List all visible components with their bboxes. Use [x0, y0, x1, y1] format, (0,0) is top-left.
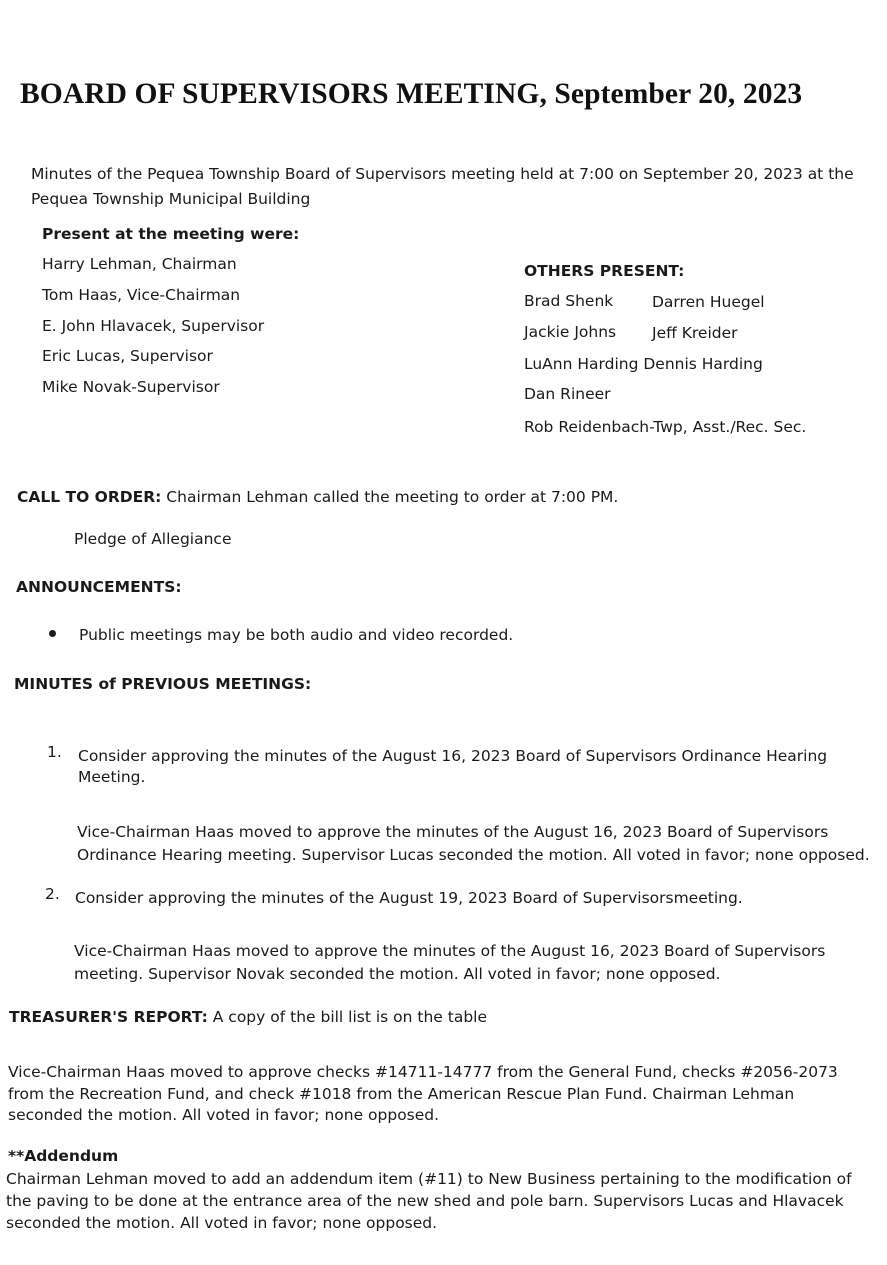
minutes-item-1-cont: Meeting.	[78, 768, 146, 786]
bullet-icon	[49, 630, 56, 637]
present-member: Tom Haas, Vice-Chairman	[42, 286, 241, 304]
announcements-heading: ANNOUNCEMENTS:	[16, 578, 182, 596]
treasurer-label: TREASURER'S REPORT:	[9, 1008, 208, 1026]
others-member: LuAnn Harding Dennis Harding	[524, 355, 763, 373]
treasurer-motion-cont: seconded the motion. All voted in favor; none opposed.	[8, 1106, 440, 1124]
others-heading: OTHERS PRESENT:	[524, 262, 685, 280]
addendum-text-cont: the paving to be done at the entrance area of the new shed and pole barn. Supervisors Lucas and Hlavacek	[6, 1192, 844, 1210]
treasurer-motion-cont: from the Recreation Fund, and check #1018 from the American Rescue Plan Fund. Chairman Lehman	[8, 1085, 795, 1103]
minutes-heading: MINUTES of PREVIOUS MEETINGS:	[14, 675, 312, 693]
announcement-item: Public meetings may be both audio and video recorded.	[79, 626, 514, 644]
present-member: E. John Hlavacek, Supervisor	[42, 317, 265, 335]
pledge: Pledge of Allegiance	[74, 530, 232, 548]
call-to-order-text: Chairman Lehman called the meeting to order at 7:00 PM.	[161, 488, 619, 506]
minutes-item-2-motion-cont: meeting. Supervisor Novak seconded the motion. All voted in favor; none opposed.	[74, 965, 721, 983]
others-member: Jeff Kreider	[652, 324, 738, 342]
treasurer-text: A copy of the bill list is on the table	[207, 1008, 488, 1026]
others-member: Rob Reidenbach-Twp, Asst./Rec. Sec.	[524, 418, 807, 436]
others-member: Darren Huegel	[652, 293, 765, 311]
intro-line-2: Pequea Township Municipal Building	[31, 190, 311, 208]
treasurer-report	[9, 1008, 487, 1026]
present-member: Mike Novak-Supervisor	[42, 378, 220, 396]
list-number: 1.	[47, 743, 62, 761]
addendum-text-cont: seconded the motion. All voted in favor; none opposed.	[6, 1214, 438, 1232]
minutes-item-1-motion-cont: Ordinance Hearing meeting. Supervisor Lucas seconded the motion. All voted in favor; none opposed.	[77, 846, 870, 864]
present-heading: Present at the meeting were:	[42, 225, 300, 243]
list-number: 2.	[45, 885, 60, 903]
minutes-item-1-motion: Vice-Chairman Haas moved to approve the minutes of the August 16, 2023 Board of Supervisors	[77, 823, 829, 841]
minutes-item-1: Consider approving the minutes of the August 16, 2023 Board of Supervisors Ordinance Hearing	[78, 747, 828, 765]
others-member: Brad Shenk	[524, 292, 614, 310]
call-to-order	[17, 488, 618, 506]
page-title: BOARD OF SUPERVISORS MEETING, September 20, 2023	[20, 78, 803, 110]
others-member: Dan Rineer	[524, 385, 611, 403]
present-member: Eric Lucas, Supervisor	[42, 347, 213, 365]
minutes-item-2: Consider approving the minutes of the August 19, 2023 Board of Supervisorsmeeting.	[75, 889, 743, 907]
addendum-heading: **Addendum	[8, 1147, 119, 1165]
others-member: Jackie Johns	[524, 323, 617, 341]
minutes-item-2-motion: Vice-Chairman Haas moved to approve the minutes of the August 16, 2023 Board of Supervisors	[74, 942, 826, 960]
addendum-text: Chairman Lehman moved to add an addendum item (#11) to New Business pertaining to the modification of	[6, 1170, 852, 1188]
intro-line-1: Minutes of the Pequea Township Board of Supervisors meeting held at 7:00 on September 20, 2023 at the	[31, 165, 854, 183]
call-to-order-label: CALL TO ORDER:	[17, 488, 162, 506]
treasurer-motion: Vice-Chairman Haas moved to approve checks #14711-14777 from the General Fund, checks #2056-2073	[8, 1063, 838, 1081]
present-member: Harry Lehman, Chairman	[42, 255, 237, 273]
